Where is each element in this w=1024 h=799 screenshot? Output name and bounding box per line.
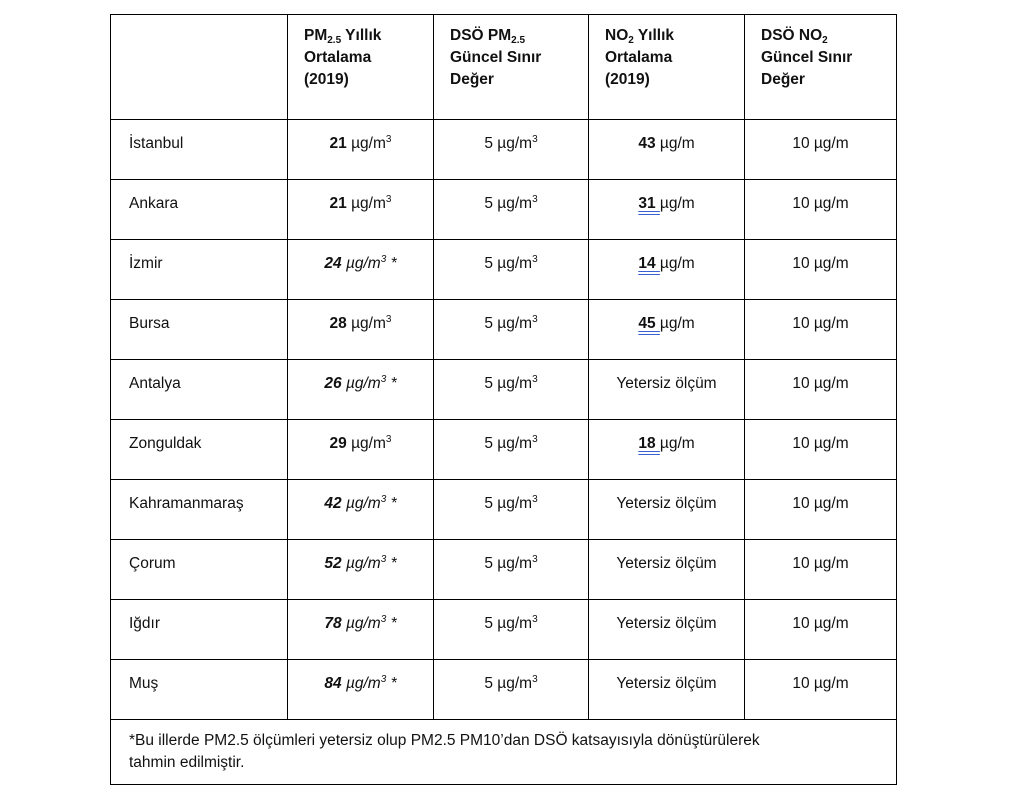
table-row [111,660,897,720]
city-cell: Çorum [111,540,288,600]
who-pm25-limit-cell: 5 $\mu g/m^3$ [434,240,589,300]
table-row [111,300,897,360]
header-who-no2-limit: DSÖ $NO_2$ Güncel Sınır Değer [745,15,897,120]
no2-cell: Yetersiz ölçüm [589,360,745,420]
no2-cell: 18 µg/m [589,420,745,480]
who-no2-limit-cell: 10 µg/m [745,240,897,300]
pm25-cell: 52 $\mu g/m^3$ * [288,540,434,600]
no2-cell: Yetersiz ölçüm [589,660,745,720]
header-pm25-annual: $PM_{2.5}$ Yıllık Ortalama (2019) [288,15,434,120]
who-pm25-limit-cell: 5 $\mu g/m^3$ [434,540,589,600]
who-no2-limit-cell: 10 µg/m [745,600,897,660]
city-cell: Zonguldak [111,420,288,480]
pm25-cell: 28 $\mu g/m^3$ [288,300,434,360]
table-row [111,540,897,600]
no2-cell: 43 µg/m [589,120,745,180]
no2-cell: 31 µg/m [589,180,745,240]
pm25-cell: 24 $\mu g/m^3$ * [288,240,434,300]
who-pm25-limit-cell: 5 $\mu g/m^3$ [434,120,589,180]
who-no2-limit-cell: 10 µg/m [745,360,897,420]
who-no2-limit-cell: 10 µg/m [745,120,897,180]
city-cell: İstanbul [111,120,288,180]
footnote: *Bu illerde PM2.5 ölçümleri yetersiz olup PM2.5 PM10’dan DSÖ katsayısıyla dönüştürülerek tahmin edilmiştir. [111,720,897,785]
pm25-cell: 84 $\mu g/m^3$ * [288,660,434,720]
who-pm25-limit-cell: 5 $\mu g/m^3$ [434,180,589,240]
table-row [111,120,897,180]
no2-cell: 45 µg/m [589,300,745,360]
who-pm25-limit-cell: 5 $\mu g/m^3$ [434,420,589,480]
who-no2-limit-cell: 10 µg/m [745,540,897,600]
header-no2-annual: $NO_2$ Yıllık Ortalama (2019) [589,15,745,120]
no2-cell: Yetersiz ölçüm [589,600,745,660]
no2-cell: Yetersiz ölçüm [589,540,745,600]
city-cell: İzmir [111,240,288,300]
who-pm25-limit-cell: 5 $\mu g/m^3$ [434,300,589,360]
table-row [111,480,897,540]
city-cell: Muş [111,660,288,720]
who-no2-limit-cell: 10 µg/m [745,660,897,720]
pm25-cell: 26 $\mu g/m^3$ * [288,360,434,420]
table-row [111,180,897,240]
who-no2-limit-cell: 10 µg/m [745,300,897,360]
pm25-cell: 29 $\mu g/m^3$ [288,420,434,480]
who-pm25-limit-cell: 5 $\mu g/m^3$ [434,600,589,660]
pm25-cell: 21 $\mu g/m^3$ [288,120,434,180]
table-row [111,420,897,480]
who-no2-limit-cell: 10 µg/m [745,420,897,480]
header-row [111,15,897,120]
city-cell: Bursa [111,300,288,360]
no2-cell: 14 µg/m [589,240,745,300]
city-cell: Kahramanmaraş [111,480,288,540]
pm25-cell: 21 $\mu g/m^3$ [288,180,434,240]
pm25-cell: 78 $\mu g/m^3$ * [288,600,434,660]
table-body [111,120,897,720]
pm25-cell: 42 $\mu g/m^3$ * [288,480,434,540]
who-pm25-limit-cell: 5 $\mu g/m^3$ [434,660,589,720]
table-row [111,600,897,660]
no2-cell: Yetersiz ölçüm [589,480,745,540]
footnote-row [111,720,897,785]
header-who-pm25-limit: DSÖ $PM_{2.5}$ Güncel Sınır Değer [434,15,589,120]
who-pm25-limit-cell: 5 $\mu g/m^3$ [434,480,589,540]
table-row [111,240,897,300]
city-cell: Antalya [111,360,288,420]
air-quality-table [110,14,897,785]
who-no2-limit-cell: 10 µg/m [745,180,897,240]
city-cell: Iğdır [111,600,288,660]
city-cell: Ankara [111,180,288,240]
who-pm25-limit-cell: 5 $\mu g/m^3$ [434,360,589,420]
header-city [111,15,288,120]
who-no2-limit-cell: 10 µg/m [745,480,897,540]
table-row [111,360,897,420]
